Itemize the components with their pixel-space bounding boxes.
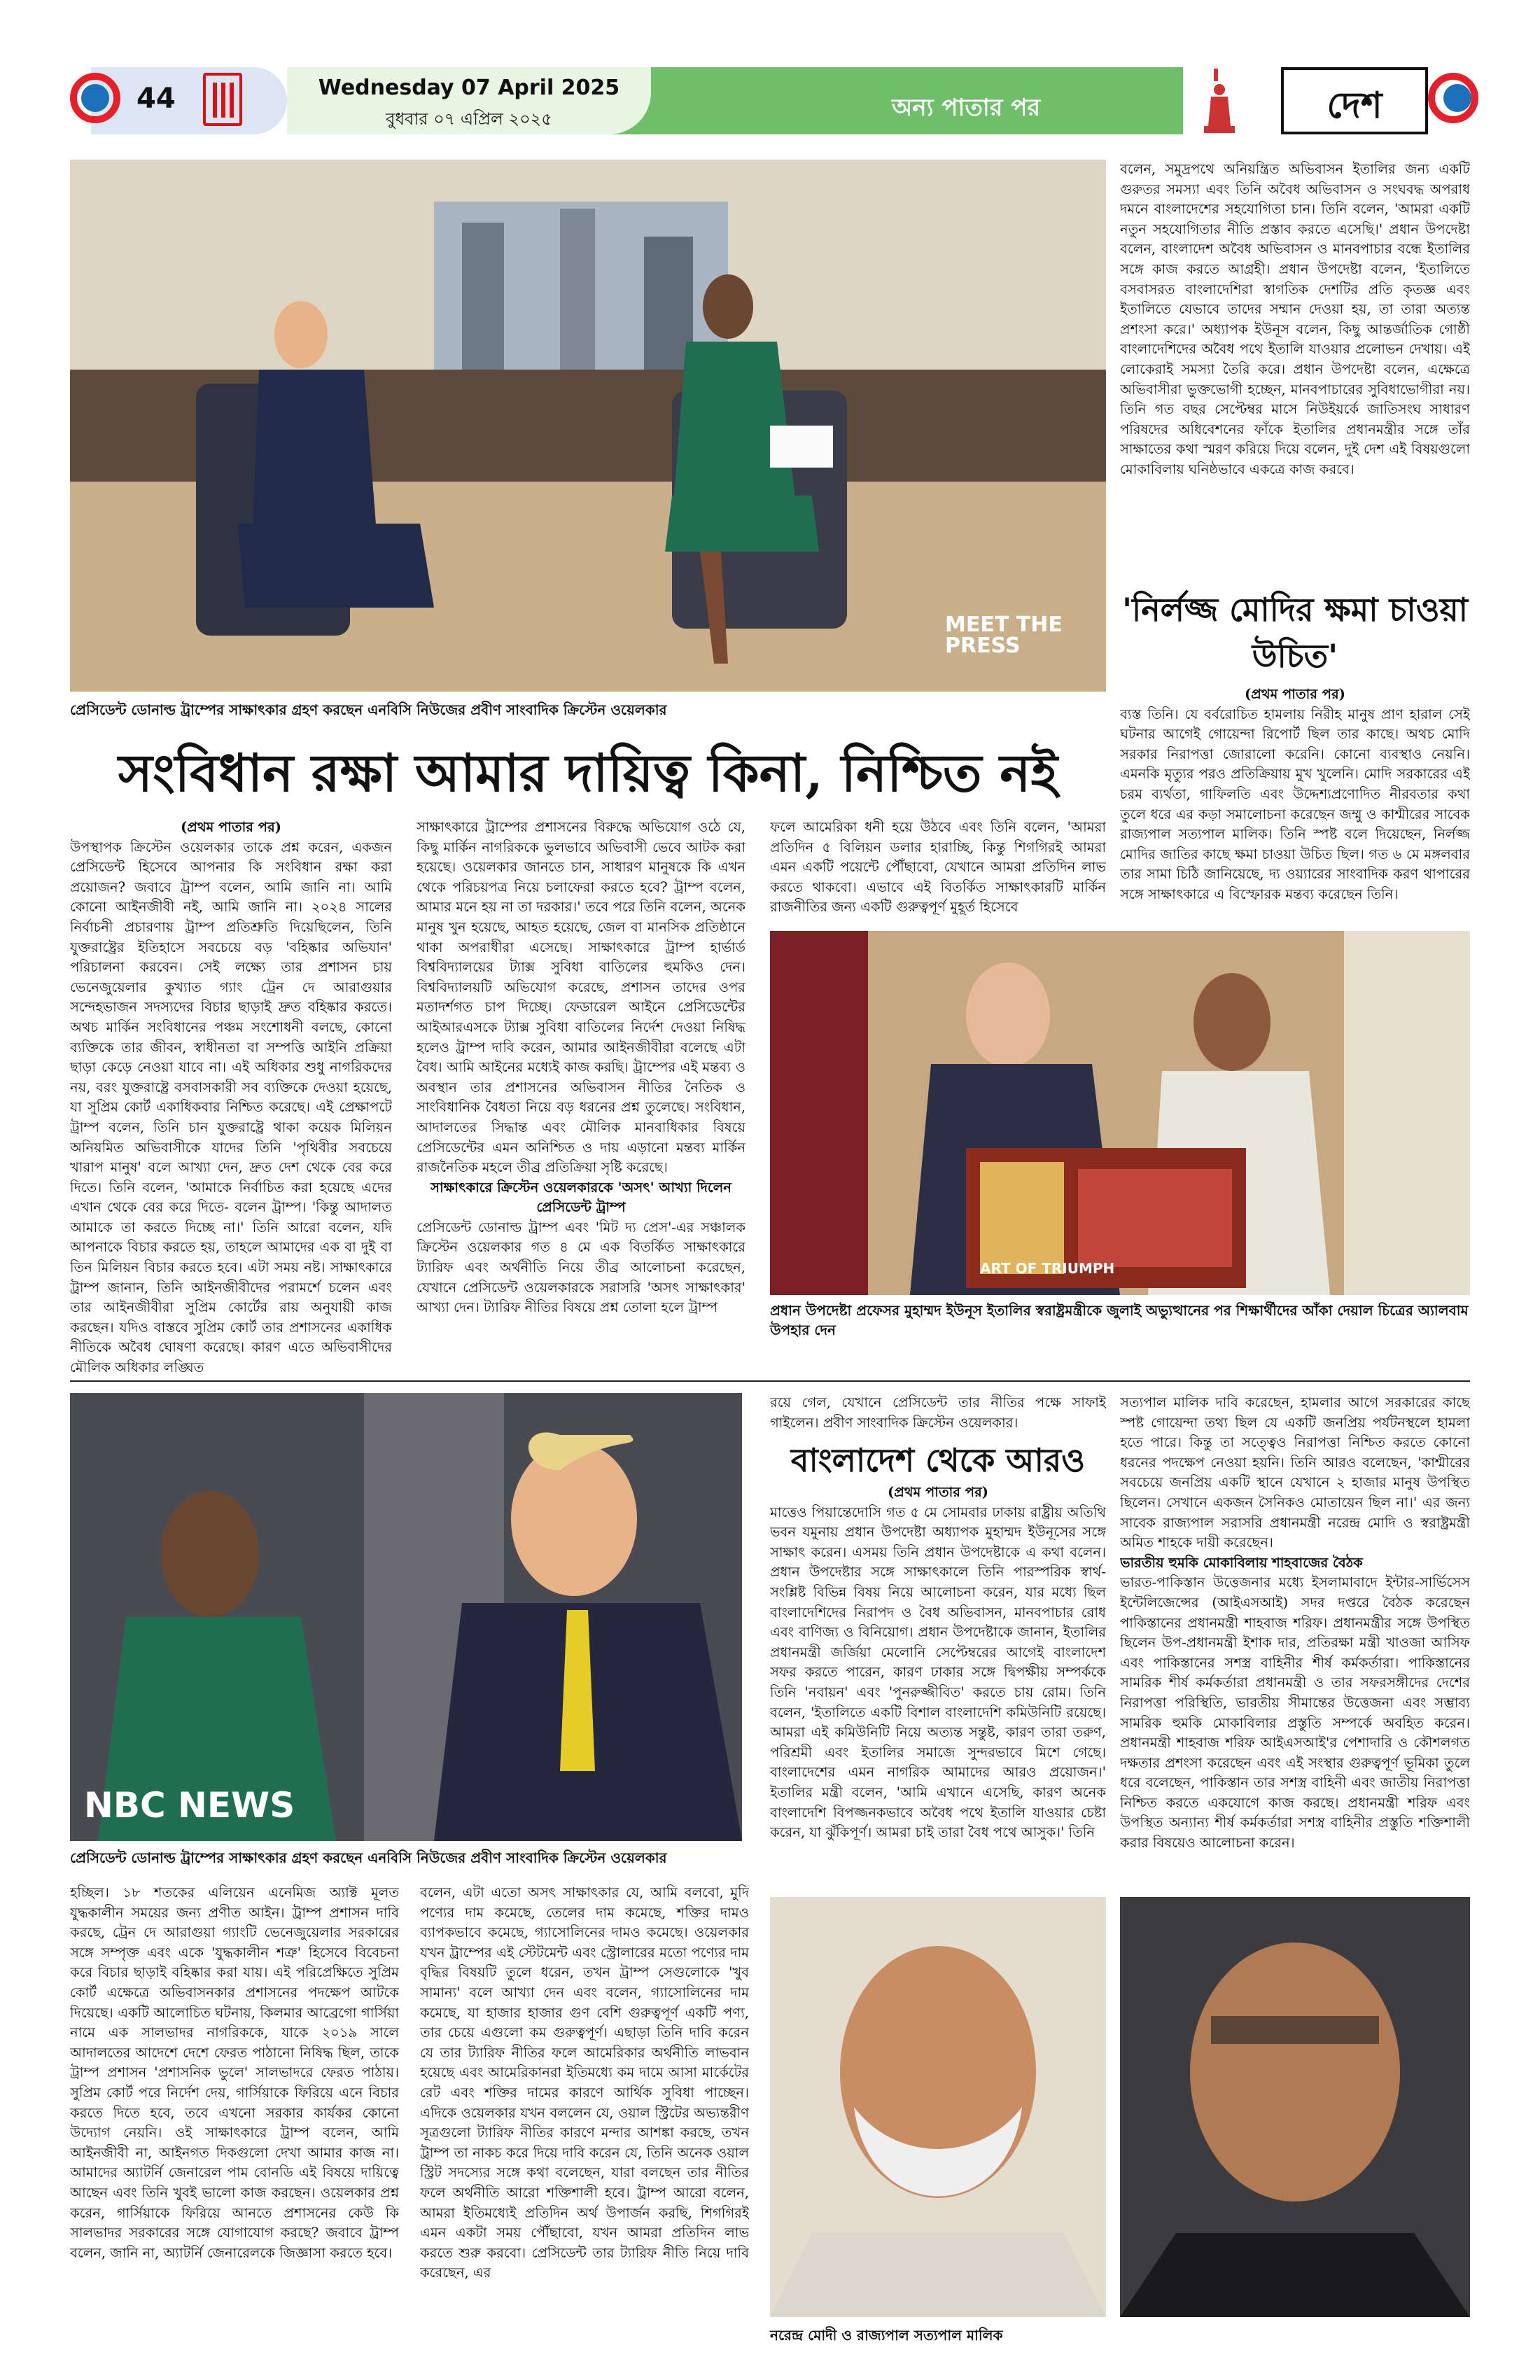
bd-headline: বাংলাদেশ থেকে আরও (790, 1441, 1086, 1479)
book-title: ART OF TRIUMPH (980, 1260, 1115, 1277)
statue-of-liberty-icon (1190, 66, 1246, 136)
main-col1-text: উপস্থাপক ক্রিস্টেন ওয়েলকার তাকে প্রশ্ন করেন, একজন প্রেসিডেন্ট হিসেবে আপনার কি সংবিধান রক্ষা করা প্রয়োজন? জবাবে ট্রাম্প বলেন, আমি জানি না। আমি কোনো আইনজীবী নই, আমি জানি না। ২০২৪ সালের নির্বাচনী প্রচারণায় ট্রাম্প প্রতিশ্রুতি দিয়েছিলেন, তিনি যুক্তরাষ্ট্রের ইতিহাসে সবচেয়ে বড় 'বহিষ্কার অভিযান' পরিচালনা করবেন। সেই লক্ষ্যে তার প্রশাসন চায় ভেনেজুয়েলার কুখ্যাত গ্যাং ট্রেন দে আরাগুয়ার সন্দেহভাজন সদস্যদের বিচার ছাড়াই দ্রুত বহিষ্কার করতে। অথচ মার্কিন সংবিধানের পঞ্চম সংশোধনী বলছে, কোনো ব্যক্তিকে তার জীবন, স্বাধীনতা বা সম্পত্তি আইনি প্রক্রিয়া ছাড়া কেড়ে নেওয়া যাবে না। এই অধিকার শুধু নাগরিকদের নয়, বরং যুক্তরাষ্ট্রে বসবাসকারী সব ব্যক্তিকে দেওয়া হয়েছে, যা সুপ্রিম কোর্ট একাধিকবার নিশ্চিত করেছে। এই প্রেক্ষাপটে ট্রাম্প বলেন, তিনি চান যুক্তরাষ্ট্রে থাকা কয়েক মিলিয়ন অনিয়মিত অভিবাসীকে যাদের তিনি 'পৃথিবীর সবচেয়ে খারাপ মানুষ' বলে আখ্যা দেন, দ্রুত দেশ থেকে বের করে দিতে। তিনি বলেন, 'আমাকে নির্বাচিত করা হয়েছে এদের এখান থেকে বের করে দিতে- বলেন ট্রাম্প। 'কিন্তু আদালত আমাকে তা করতে দিচ্ছে না।' তিনি আরো বলেন, যদি আপনাকে বিচার করতে হয়, তাহলে আমাদের এক বা দুই বা তিন মিলিয়ন বিচার করতে হবে। এটা সময় নষ্ট। সাক্ষাৎকারে ট্রাম্প জানান, তিনি আইনজীবীদের পরামর্শে চলেন এবং তার আইনজীবীরা সুপ্রিম কোর্টের রায় অনুযায়ী কাজ করছেন। যদিও বাস্তবে সুপ্রিম কোর্ট তার প্রশাসনের একাধিক নীতিকে অবৈধ ঘোষণা করেছে। কারণ এতে অভিবাসীদের মৌলিক অধিকার লঙ্ঘিত (70, 839, 392, 1376)
modi-headline: 'নির্লজ্জ মোদির ক্ষমা চাওয়া উচিত' (1121, 591, 1469, 675)
main-continued: (প্রথম পাতার পর) (181, 819, 281, 835)
caption-interview-bottom: প্রেসিডেন্ট ডোনাল্ড ট্রাম্পের সাক্ষাৎকার গ্রহণ করছেন এনবিসি নিউজের প্রবীণ সাংবাদিক ক্রিস্টেন ওয়েলকার (70, 1849, 667, 1866)
section-divider (70, 1380, 1470, 1382)
section-title: অন্য পাতার পর (891, 94, 1041, 122)
bd-article-block (770, 1483, 1106, 1882)
nbc-news-watermark: NBC NEWS (84, 1785, 295, 1826)
right-top-text-block (1120, 160, 1470, 580)
modi-article-block (1120, 685, 1470, 926)
lower-article-col3 (770, 1393, 1106, 1435)
decorative-circle-right-icon (1428, 73, 1478, 123)
modi-continued-block (1120, 1393, 1470, 1883)
meet-the-press-watermark: MEET THE PRESS (945, 612, 1063, 658)
photo-malik (1120, 1897, 1470, 2317)
main-headline: সংবিধান রক্ষা আমার দায়িত্ব কিনা, নিশ্চিত নই (118, 743, 1058, 804)
columns-logo-icon (203, 73, 242, 126)
main-article-col1 (70, 818, 392, 1385)
photo-interview-top (70, 160, 1106, 692)
photo-modi (770, 1897, 1106, 2317)
main-col3-text: ফলে আমেরিকা ধনী হয়ে উঠবে এবং তিনি বলেন, 'আমরা প্রতিদিন ৫ বিলিয়ন ডলার হারাচ্ছি, কিন্তু শিগগিরই আমরা এমন একটি পয়েন্টে পৌঁছাবো, যেখানে আমরা প্রতিদিন লাভ করতে থাকবো। এভাবে এই বিতর্কিত সাক্ষাৎকারটি মার্কিন রাজনীতির জন্য একটি গুরুত্বপূর্ণ মুহূর্ত হিসেবে (770, 819, 1106, 916)
date-english: Wednesday 07 April 2025 (318, 76, 620, 100)
modi-continued: (প্রথম পাতার পর) (1245, 686, 1345, 702)
lower-col1-text: হচ্ছিল। ১৮ শতকের এলিয়েন এনেমিজ অ্যাক্ট মূলত যুদ্ধকালীন সময়ের জন্য প্রণীত আইন। ট্রাম্প প্রশাসন দাবি করছে, ট্রেন দে আরাগুয়া গ্যাংটি ভেনেজুয়েলার সরকারের সঙ্গে সম্পৃক্ত এবং একে 'যুদ্ধকালীন শত্রু' হিসেবে বিবেচনা করে বিচার ছাড়াই বহিষ্কার করা যায়। এই পরিপ্রেক্ষিতে সুপ্রিম কোর্ট এক্ষেত্রে অভিবাসনকার প্রশাসনের পদক্ষেপ আটকে দিয়েছে। একটি আলোচিত ঘটনায়, কিলমার আব্রেগো গার্সিয়া নামে এক সালভাদর নাগরিককে, যাকে ২০১৯ সালে আদালতের আদেশে দেশে ফেরত পাঠানো নিষিদ্ধ ছিল, তাকে ট্রাম্প প্রশাসন 'প্রশাসনিক ভুলে' সালভাদরে ফেরত পাঠায়। সুপ্রিম কোর্ট পরে নির্দেশ দেয়, গার্সিয়াকে ফিরিয়ে এনে বিচার করতে দিতে হবে, তবে এখনো সরকার কার্যকর কোনো উদ্যোগ নেয়নি। ওই সাক্ষাৎকারে ট্রাম্প বলেন, আমি আইনজীবী না, আইনগত দিকগুলো দেখা আমার কাজ না। আমাদের অ্যাটর্নি জেনারেল পাম বোনডি এই বিষয়ে দায়িত্বে আছেন এবং তিনি খুবই ভালো কাজ করছেন। ওয়েলকার প্রশ্ন করেন, গার্সিয়াকে ফিরিয়ে আনতে প্রশাসনের কেউ কি সালভাদর সরকারের সঙ্গে যোগাযোগ করছে? জবাবে ট্রাম্প বলেন, জানি না, অ্যাটর্নি জেনারেলকে জিজ্ঞাসা করতে হবে। (70, 1884, 399, 2261)
main-col2-text: সাক্ষাৎকারে ট্রাম্পের প্রশাসনের বিরুদ্ধে অভিযোগ ওঠে যে, কিছু মার্কিন নাগরিককে ভুলভাবে অভিবাসী ভেবে আটক করা হয়েছে। ওয়েলকার জানতে চান, সাধারণ মানুষকে কি এখন থেকে পরিচয়পত্র নিয়ে চলাফেরা করতে হবে? ট্রাম্প বলেন, আমার মনে হয় না তা দরকার।' তবে পরে তিনি বলেন, অনেক মানুষ খুন হয়েছে, আহত হয়েছে, জেল বা মানসিক প্রতিষ্ঠানে থাকা অপরাধীরা এসেছে। সাক্ষাৎকারে ট্রাম্প হার্ভার্ড বিশ্ববিদ্যালয়ের ট্যাক্স সুবিধা বাতিলের হুমকিও দেন। বিশ্ববিদ্যালয়টি অভিযোগ করেছে, প্রশাসন তাদের ওপর মতাদর্শগত চাপ দিচ্ছে। ফেডারেল আইনে প্রেসিডেন্টের আইআরএসকে ট্যাক্স সুবিধা বাতিলের নির্দেশ দেওয়া নিষিদ্ধ হলেও ট্রাম্প দাবি করেন, আমার আইনজীবীরা বলেছে এটা বৈধ। আমি আইনের মধ্যেই কাজ করছি। ট্রাম্পের এই মন্তব্য ও অবস্থান তার প্রশাসনের অভিবাসন নীতির নৈতিক ও সাংবিধানিক বৈধতা নিয়ে বড় ধরনের প্রশ্ন তুলেছে। সংবিধান, আদালতের সিদ্ধান্ত এবং মৌলিক মানবাধিকার বিষয়ে প্রেসিডেন্টের এমন অনিশ্চিত ও দায় এড়ানো মন্তব্য মার্কিন রাজনৈতিক মহলে তীব্র প্রতিক্রিয়া সৃষ্টি করেছে। (416, 819, 746, 1176)
newspaper-logo: দেশ (1326, 85, 1382, 127)
pak-subhead: ভারতীয় হুমকি মোকাবিলায় শাহবাজের বৈঠক (1120, 1554, 1363, 1571)
pak-text: ভারত-পাকিস্তান উত্তেজনার মধ্যে ইসলামাবাদে ইন্টার-সার্ভিসেস ইন্টেলিজেন্সের (আইএসআই) সদর দপ্তরে বৈঠক করেছেন পাকিস্তানের প্রধানমন্ত্রী শাহবাজ শরিফ। প্রধানমন্ত্রীর সঙ্গে উপস্থিত ছিলেন উপ-প্রধানমন্ত্রী ইশাক দার, প্রতিরক্ষা মন্ত্রী খাওজা আসিফ এবং পাকিস্তানের সশস্ত্র বাহিনীর শীর্ষ কর্মকর্তারা। পাকিস্তানের সামরিক শীর্ষ কর্মকর্তারা প্রধানমন্ত্রী ও তার সফরসঙ্গীদের দেশের নিরাপত্তা পরিস্থিতি, ভারতীয় সীমান্তের উত্তেজনা এবং সম্ভাব্য সামরিক হুমকি মোকাবিলার প্রস্তুতি সম্পর্কে অবহিত করেন। প্রধানমন্ত্রী শাহবাজ শরিফ আইএসআই'র পেশাদারি ও কৌশলগত দক্ষতার প্রশংসা করেছেন এবং এই সংস্থার গুরুত্বপূর্ণ ভূমিকা তুলে ধরে বলেছেন, পাকিস্তান তার সশস্ত্র বাহিনী এবং জাতীয় নিরাপত্তা নিশ্চিত করতে একযোগে কাজ করছে। প্রধানমন্ত্রী শরিফ এবং উপস্থিত অন্যান্য শীর্ষ কর্মকর্তারা সশস্ত্র বাহিনীর প্রস্তুতি শক্তিশালী করার বিষয়েও আলোচনা করেন। (1120, 1574, 1470, 1851)
modi-cont-text: সত্যপাল মালিক দাবি করেছেন, হামলার আগে সরকারের কাছে স্পষ্ট গোয়েন্দা তথ্য ছিল যে একটি জনপ্রিয় পর্যটনস্থলে হামলা হতে পারে। কিন্তু তা সত্ত্বেও নিরাপত্তা নিশ্চিত করতে কোনো ধরনের পদক্ষেপ নেওয়া হয়নি। তিনি আরও বলেছেন, 'কাশ্মীরের সবচেয়ে জনপ্রিয় একটি স্থানে যেখানে ২ হাজার মানুষ উপস্থিত ছিলেন। সেখানে একজন সৈনিকও মোতায়েন ছিল না।' এর জন্য সাবেক রাজ্যপাল সরাসরি প্রধানমন্ত্রী নরেন্দ্র মোদি ও স্বরাষ্ট্রমন্ত্রী অমিত শাহকে দায়ী করেছেন। (1120, 1394, 1470, 1551)
bd-text: মাত্তেও পিয়ান্তেদোসি গত ৫ মে সোমবার ঢাকায় রাষ্ট্রীয় অতিথি ভবন যমুনায় প্রধান উপদেষ্টা অধ্যাপক মুহাম্মদ ইউনূসের সঙ্গে সাক্ষাৎ করেন। এসময় তিনি প্রধান উপদেষ্টাকে এ কথা বলেন। প্রধান উপদেষ্টার সঙ্গে সাক্ষাৎকালে তিনি পারস্পরিক স্বার্থ-সংশ্লিষ্ট বিভিন্ন বিষয় নিয়ে আলোচনা করেন, যার মধ্যে ছিল বাংলাদেশিদের নিরাপদ ও বৈধ অভিবাসন, মানবপাচার রোধ এবং বাণিজ্য ও বিনিয়োগ। প্রধান উপদেষ্টাকে জানান, ইতালির প্রধানমন্ত্রী জর্জিয়া মেলোনি সেপ্টেম্বরের আগেই বাংলাদেশ সফর করতে পারেন, কারণ ঢাকার সঙ্গে দ্বিপক্ষীয় সম্পর্ককে তিনি 'নবায়ন' এবং 'পুনরুজ্জীবিত' করতে চায় রোম। তিনি বলেন, 'ইতালিতে একটি বিশাল বাংলাদেশি কমিউনিটি রয়েছে। আমরা এই কমিউনিটি নিয়ে অত্যন্ত সন্তুষ্ট, কারণ তারা তরুণ, পরিশ্রমী এবং ইতালির সমাজে সুন্দরভাবে মিশে গেছে। বাংলাদেশের এমন নাগরিক আমাদের আরও প্রয়োজন।' ইতালির মন্ত্রী বলেন, 'আমি এখানে এসেছি, কারণ অনেক বাংলাদেশি বিপজ্জনকভাবে অবৈধ পথে ইতালি যাওয়ার চেষ্টা করেন, যা ঝুঁকিপূর্ণ। আমরা চাই তারা বৈধ পথে আসুক।' তিনি (770, 1504, 1106, 1841)
main-col2-subhead: সাক্ষাৎকারে ক্রিস্টেন ওয়েলকারকে 'অসৎ' আখ্যা দিলেন প্রেসিডেন্ট ট্রাম্প (430, 1179, 732, 1216)
caption-yunus: প্রধান উপদেষ্টা প্রফেসর মুহাম্মদ ইউনূস ইতালির স্বরাষ্ট্রমন্ত্রীকে জুলাই অভ্যুত্থানের পর শিক্ষার্থীদের আঁকা দেয়াল চিত্রের অ্যালবাম উপহার দেন (770, 1302, 1469, 1338)
photo-yunus (770, 931, 1470, 1295)
caption-modi-malik: নরেন্দ্র মোদী ও রাজ্যপাল সত্যপাল মালিক (770, 2327, 1003, 2344)
photo-interview-bottom (70, 1393, 742, 1841)
main-article-col2 (416, 818, 746, 1385)
right-top-text: বলেন, সমুদ্রপথে অনিয়ন্ত্রিত অভিবাসন ইতালির জন্য একটি গুরুতর সমস্যা এবং তিনি অবৈধ অভিবাসন ও সংঘবদ্ধ অপরাধ দমনে বাংলাদেশের সহযোগিতা চান। তিনি বলেন, 'আমরা একটি নতুন সহযোগিতার নীতি প্রস্তাব করতে এসেছি।' প্রধান উপদেষ্টা বলেন, বাংলাদেশ অবৈধ অভিবাসন ও মানবপাচার বন্ধে ইতালির সঙ্গে কাজ করতে আগ্রহী। প্রধান উপদেষ্টা বলেন, 'ইতালিতে বসবাসরত বাংলাদেশিরা স্বাগতিক দেশটির প্রতি কৃতজ্ঞ এবং ইতালিতে যেভাবে তাদের সম্মান দেওয়া হয়, তা তারা অত্যন্ত প্রশংসা করে।' অধ্যাপক ইউনূস বলেন, কিছু আন্তর্জাতিক গোষ্ঠী বাংলাদেশিদের অবৈধ পথে ইতালি যাওয়ার প্রলোভন দেখায়। এই লোকেরাই সমস্যা তৈরি করে। প্রধান উপদেষ্টা বলেন, এক্ষেত্রে অভিবাসীরা ভুক্তভোগী হচ্ছেন, মানবপাচারের সুবিধাভোগীরা নয়। তিনি গত বছর সেপ্টেম্বর মাসে নিউইয়র্কে জাতিসংঘ সাধারণ পরিষদের অধিবেশনের ফাঁকে ইতালির প্রধানমন্ত্রীর সঙ্গে তাঁর সাক্ষাতের কথা স্মরণ করিয়ে দিয়ে বলেন, দুই দেশ এই বিষয়গুলো মোকাবিলায় ঘনিষ্ঠভাবে একত্রে কাজ করবে। (1120, 161, 1470, 477)
date-bangla: বুধবার ০৭ এপ্রিল ২০২৫ (386, 109, 552, 129)
lower-article-col2 (420, 1883, 749, 2359)
page-number: 44 (136, 83, 176, 115)
main-article-col3 (770, 818, 1106, 923)
header-band-left (91, 67, 287, 134)
caption-interview-top: প্রেসিডেন্ট ডোনাল্ড ট্রাম্পের সাক্ষাৎকার গ্রহণ করছেন এনবিসি নিউজের প্রবীণ সাংবাদিক ক্রিস্টেন ওয়েলকার (70, 701, 667, 718)
lower-col3-text: রয়ে গেল, যেখানে প্রেসিডেন্ট তার নীতির পক্ষে সাফাই গাইলেন। প্রবীণ সাংবাদিক ক্রিস্টেন ওয়েলকার। (770, 1394, 1106, 1431)
bd-continued: (প্রথম পাতার পর) (888, 1484, 988, 1500)
lower-col2-text: বলেন, এটা এতো অসৎ সাক্ষাৎকার যে, আমি বলবো, মুদি পণ্যের দাম কমেছে, তেলের দাম কমেছে, শক্তির দামও ব্যাপকভাবে কমেছে, গ্যাসোলিনের দামও কমেছে। ওয়েলকার যখন ট্রাম্পের এই স্টেটমেন্ট এবং স্ট্রোলারের মতো পণ্যের দাম বৃদ্ধির বিষয়টি তুলে ধরেন, তখন ট্রাম্প সেগুলোকে 'খুব সামান্য' বলে আখ্যা দেন এবং বলেন, গ্যাসোলিনের দাম কমেছে, যা হাজার হাজার গুণ বেশি গুরুত্বপূর্ণ একটি পণ্য, তার চেয়ে এগুলো কম গুরুত্বপূর্ণ। এছাড়া তিনি দাবি করেন যে তার ট্যারিফ নীতির ফলে আমেরিকার অর্থনীতি লাভবান হয়েছে এবং আমেরিকানরা ইতিমধ্যে কম দামে আসা মার্কেটের রেট এবং শক্তির দামের কারণে আর্থিক সুবিধা পাচ্ছেন। এদিকে ওয়েলকার যখন বললেন যে, ওয়াল স্ট্রিটের অভ্যন্তরীণ সূত্রগুলো ট্যারিফ নীতির কারণে মন্দার আশঙ্কা করছে, তখন ট্রাম্প তা নাকচ করে দিয়ে দাবি করেন যে, তিনি অনেক ওয়াল স্ট্রিট সদস্যের সঙ্গে কথা বলেছেন, যারা বলছেন তার নীতির ফলে অর্থনীতি আরো শক্তিশালী হবে। ট্রাম্প আরো বলেন, আমরা ইতিমধ্যেই প্রতিদিন অর্থ উপার্জন করছি, শিগগিরই এমন একটা সময় পৌঁছাবো, যখন আমরা প্রতিদিন লাভ করতে শুরু করবো। প্রেসিডেন্ট তার ট্যারিফ নীতি নিয়ে দাবি করেছেন, এর (420, 1884, 749, 2281)
main-col2b-text: প্রেসিডেন্ট ডোনাল্ড ট্রাম্প এবং 'মিট দ্য প্রেস'-এর সঞ্চালক ক্রিস্টেন ওয়েলকার গত ৪ মে এক বিতর্কিত সাক্ষাৎকারে ট্যারিফ এবং অর্থনীতি নিয়ে তীব্র আলোচনা করেছেন, যেখানে প্রেসিডেন্ট ওয়েলকারকে সরাসরি 'অসৎ সাক্ষাৎকার' আখ্যা দেন। ট্যারিফ নীতির বিষয়ে প্রশ্ন তোলা হলে ট্রাম্প (416, 1219, 746, 1316)
decorative-circle-left-icon (70, 73, 120, 123)
lower-article-col1 (70, 1883, 399, 2359)
modi-text: ব্যস্ত তিনি। যে বর্বরোচিত হামলায় নিরীহ মানুষ প্রাণ হারাল সেই ঘটনার আগেই গোয়েন্দা রিপোর্ট ছিল তার কাছে। অথচ মোদি সরকার নিরাপত্তা জোরালো করেনি। কোনো ব্যবস্থাও নেয়নি। এমনকি মৃত্যুর পরও প্রতিক্রিয়ায় মুখ খুলেনি। মোদি সরকারের এই চরম ব্যর্থতা, গাফিলতি এবং উদ্দেশ্যপ্রণোদিত নীরবতার কথা তুলে ধরে এর কড়া সমালোচনা করেছেন জম্মু ও কাশ্মীরের সাবেক রাজ্যপাল সত্যপাল মালিক। তিনি স্পষ্ট বলে দিয়েছেন, নির্লজ্জ মোদির জাতির কাছে ক্ষমা চাওয়া উচিত ছিল। গত ৬ মে মঙ্গলবার তার সামা চিঠি জানিয়েছে, দ্য ওয়্যারের সাংবাদিক করণ থাপারের সঙ্গে সাক্ষাৎকারে এ বিস্ফোরক মন্তব্য করেছেন তিনি। (1120, 706, 1470, 902)
